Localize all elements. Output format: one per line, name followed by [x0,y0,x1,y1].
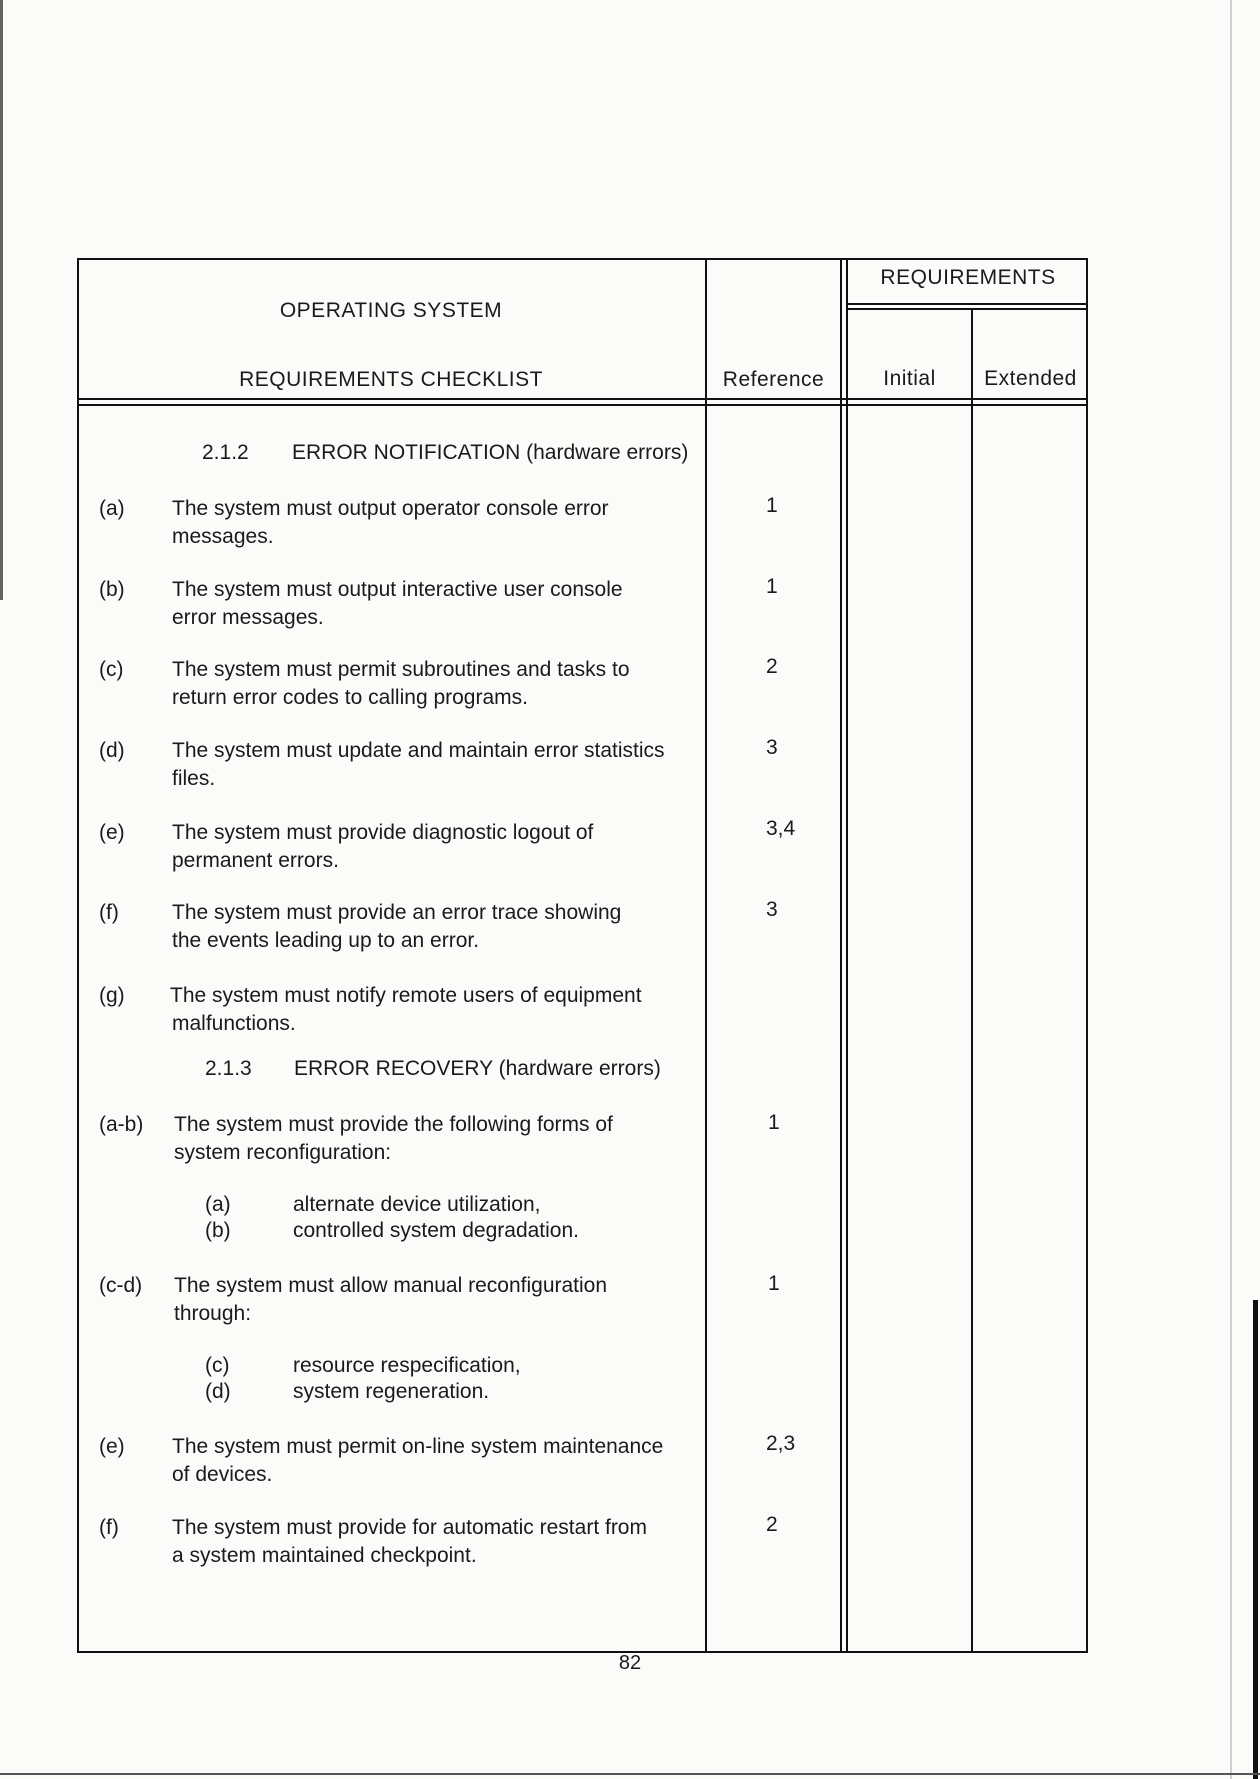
item-label: (a) [99,497,125,520]
item-label: (f) [99,901,119,924]
item-text-line2: a system maintained checkpoint. [172,1544,477,1567]
sub-item-label: (a) [205,1193,231,1216]
item-label: (d) [99,739,125,762]
initial-header: Initial [883,367,936,390]
table-title-line2: REQUIREMENTS CHECKLIST [239,368,543,391]
item-reference: 3 [766,736,778,759]
sub-item-text: alternate device utilization, [293,1193,541,1216]
page-edge-bottom [0,1773,1260,1775]
header-rule-b [77,404,1088,406]
item-reference: 3 [766,898,778,921]
requirements-underline-a [846,303,1088,305]
item-text-line2: system reconfiguration: [174,1141,392,1164]
item-text-line2: return error codes to calling programs. [172,686,528,709]
item-label: (b) [99,578,125,601]
item-label: (e) [99,821,125,844]
requirements-double-rule-b [846,258,848,1653]
requirements-double-rule-a [840,258,842,1653]
item-reference: 1 [768,1111,780,1134]
item-reference: 1 [768,1272,780,1295]
section-number: 2.1.2 [202,441,249,464]
item-text-line2: through: [174,1302,252,1325]
item-label: (e) [99,1435,125,1458]
item-reference: 2,3 [766,1432,796,1455]
item-reference: 1 [766,494,778,517]
item-text-line2: the events leading up to an error. [172,929,480,952]
item-text-line2: files. [172,767,216,790]
scan-edge-right [1253,1300,1258,1779]
requirements-header: REQUIREMENTS [880,266,1056,289]
item-text-line1: The system must provide for automatic restart from [172,1516,647,1539]
item-text-line1: The system must provide an error trace showing [172,901,622,924]
item-text-line2: malfunctions. [172,1012,296,1035]
item-text-line1: The system must provide diagnostic logout of [172,821,594,844]
sub-item-text: system regeneration. [293,1380,490,1403]
initial-extended-rule [971,308,973,1653]
item-text-line1: The system must output operator console error [172,497,609,520]
item-text-line1: The system must notify remote users of equipment [170,984,642,1007]
reference-column-rule [705,258,707,1653]
item-text-line1: The system must permit subroutines and tasks to [172,658,630,681]
scan-edge-left [0,0,3,600]
requirements-underline-b [846,308,1088,310]
sub-item-text: controlled system degradation. [293,1219,579,1242]
page-number: 82 [618,1652,642,1674]
section-number: 2.1.3 [205,1057,252,1080]
item-text-line2: permanent errors. [172,849,339,872]
item-reference: 2 [766,1513,778,1536]
item-label: (a-b) [99,1113,144,1136]
table-title-line1: OPERATING SYSTEM [279,299,503,322]
item-label: (f) [99,1516,119,1539]
sub-item-label: (b) [205,1219,231,1242]
item-reference: 2 [766,655,778,678]
sub-item-label: (c) [205,1354,230,1377]
item-text-line2: of devices. [172,1463,273,1486]
item-label: (c) [99,658,124,681]
item-text-line1: The system must provide the following forms of [174,1113,613,1136]
reference-header: Reference [722,368,825,391]
item-text-line2: messages. [172,525,274,548]
header-rule-a [77,398,1088,400]
item-text-line1: The system must permit on-line system maintenance [172,1435,664,1458]
sub-item-label: (d) [205,1380,231,1403]
extended-header: Extended [984,367,1077,390]
page-edge-right [1230,0,1232,1779]
item-reference: 3,4 [766,817,796,840]
item-text-line1: The system must update and maintain error statistics [172,739,665,762]
item-text-line1: The system must allow manual reconfiguration [174,1274,608,1297]
item-reference: 1 [766,575,778,598]
section-title: ERROR RECOVERY (hardware errors) [294,1057,661,1080]
sub-item-text: resource respecification, [293,1354,521,1377]
item-label: (g) [99,984,125,1007]
section-title: ERROR NOTIFICATION (hardware errors) [292,441,689,464]
item-label: (c-d) [99,1274,143,1297]
item-text-line1: The system must output interactive user console [172,578,623,601]
item-text-line2: error messages. [172,606,324,629]
